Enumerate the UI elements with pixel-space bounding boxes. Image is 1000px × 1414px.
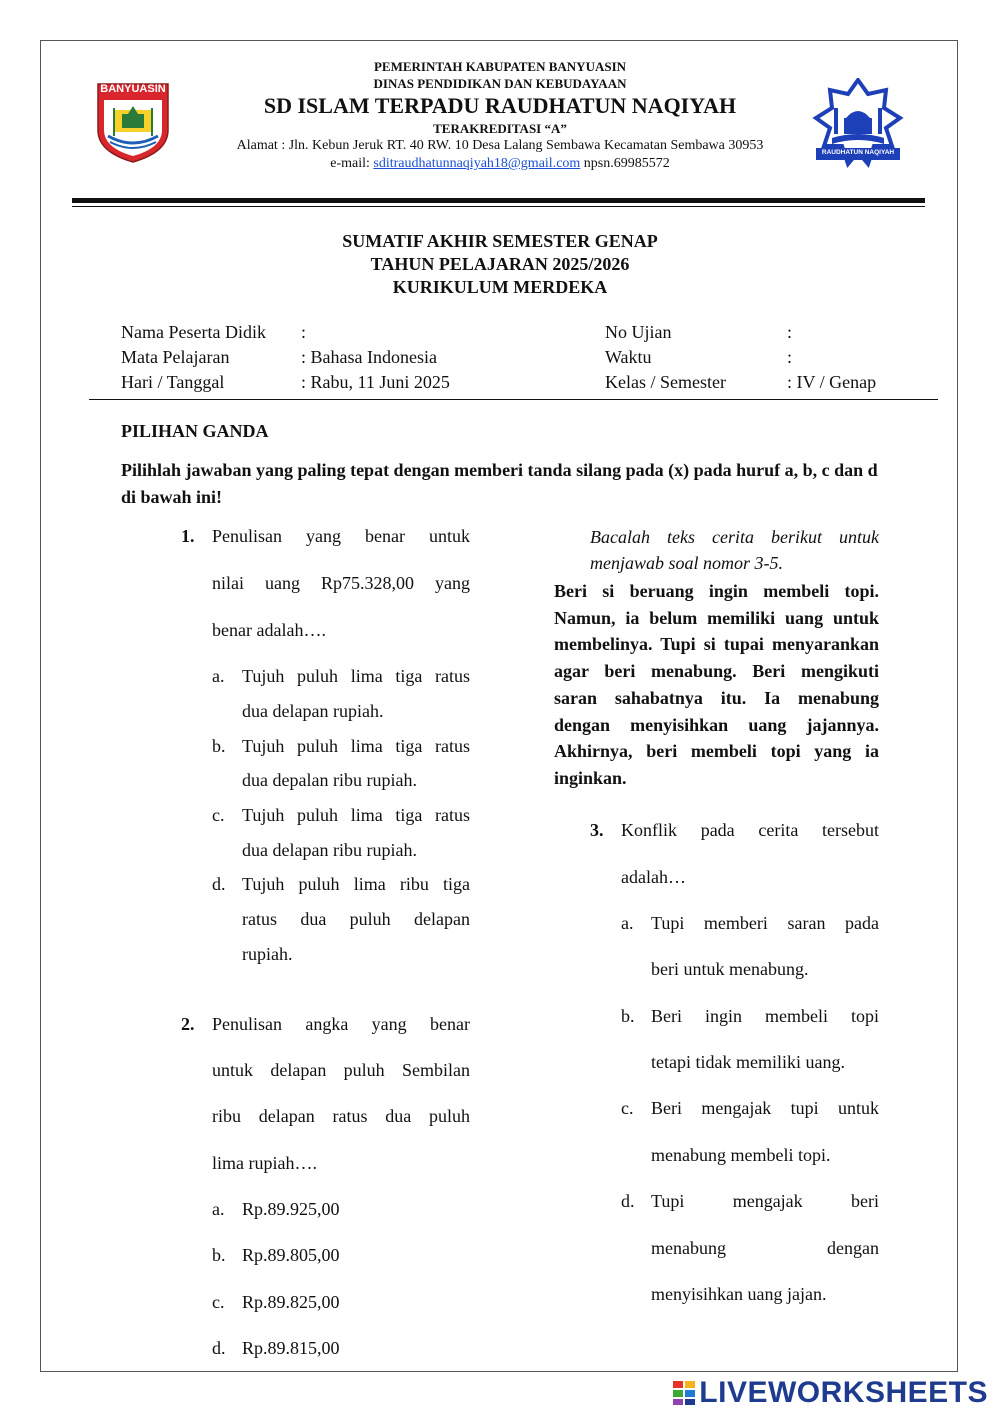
q1-option-a-line-1[interactable]: Tujuh puluh lima tiga ratus <box>242 666 470 686</box>
q3-option-a-line-2[interactable]: beri untuk menabung. <box>651 959 809 979</box>
header-divider-thin <box>72 206 925 207</box>
liveworksheets-text: LIVEWORKSHEETS <box>699 1376 988 1409</box>
q2-option-b[interactable]: Rp.89.805,00 <box>242 1245 340 1265</box>
subject-label: Mata Pelajaran <box>121 347 230 367</box>
email-label: e-mail: <box>330 156 374 171</box>
question-2-line-1: Penulisan angka yang benar <box>212 1014 470 1034</box>
q3-option-d-letter[interactable]: d. <box>621 1191 635 1211</box>
q1-option-a-line-2[interactable]: dua delapan rupiah. <box>242 701 384 721</box>
q3-option-d-line-3[interactable]: menyisihkan uang jajan. <box>651 1284 827 1304</box>
q2-option-c[interactable]: Rp.89.825,00 <box>242 1292 340 1312</box>
school-address: Alamat : Jln. Kebun Jeruk RT. 40 RW. 10 Desa Lalang Sembawa Kecamatan Sembawa 30953 <box>236 138 764 153</box>
question-1-line-2: nilai uang Rp75.328,00 yang <box>212 573 470 593</box>
q1-option-c-letter[interactable]: c. <box>212 805 225 825</box>
email-link[interactable]: sditraudhatunnaqiyah18@gmail.com <box>373 156 581 171</box>
info-divider <box>89 399 938 400</box>
liveworksheets-logo-icon <box>673 1381 695 1405</box>
question-2-line-4: lima rupiah…. <box>212 1153 317 1173</box>
header-department: DINAS PENDIDIKAN DAN KEBUDAYAAN <box>373 76 627 91</box>
q3-option-a-line-1[interactable]: Tupi memberi saran pada <box>651 913 879 933</box>
question-2-number: 2. <box>181 1014 195 1034</box>
q1-option-a-letter[interactable]: a. <box>212 666 225 686</box>
q1-option-b-line-1[interactable]: Tujuh puluh lima tiga ratus <box>242 736 470 756</box>
liveworksheets-watermark <box>673 1376 988 1410</box>
academic-year: TAHUN PELAJARAN 2025/2026 <box>370 254 630 274</box>
q1-option-b-letter[interactable]: b. <box>212 736 226 756</box>
q3-option-c-letter[interactable]: c. <box>621 1098 634 1118</box>
school-name: SD ISLAM TERPADU RAUDHATUN NAQIYAH <box>263 93 737 118</box>
q2-option-d-letter[interactable]: d. <box>212 1338 226 1358</box>
q1-option-d-line-3[interactable]: rupiah. <box>242 944 293 964</box>
question-1-number: 1. <box>181 526 195 546</box>
q3-option-b-line-1[interactable]: Beri ingin membeli topi <box>651 1006 879 1026</box>
q1-option-d-line-2[interactable]: ratus dua puluh delapan <box>242 909 470 929</box>
student-name-value[interactable]: : <box>301 322 307 342</box>
q2-option-a[interactable]: Rp.89.925,00 <box>242 1199 340 1219</box>
class-semester-value: : IV / Genap <box>787 372 877 392</box>
question-3-number: 3. <box>590 820 604 840</box>
reading-passage: Beri si beruang ingin membeli topi. Namun, ia belum memiliki uang untuk membelinya. Tupi si tupai menyarankan agar beri menabung. Beri mengikuti saran sahabatnya itu. Ia menabung dengan menyisihkan uang jajannya. Akhirnya, beri membeli topi yang ia inginkan. <box>554 581 879 788</box>
question-2-line-3: ribu delapan ratus dua puluh <box>212 1106 470 1126</box>
q1-option-c-line-1[interactable]: Tujuh puluh lima tiga ratus <box>242 805 470 825</box>
curriculum: KURIKULUM MERDEKA <box>392 277 608 297</box>
header-divider-thick <box>72 198 925 203</box>
q2-option-b-letter[interactable]: b. <box>212 1245 226 1265</box>
question-2-line-2: untuk delapan puluh Sembilan <box>212 1060 470 1080</box>
q1-option-b-line-2[interactable]: dua depalan ribu rupiah. <box>242 770 417 790</box>
q1-option-d-letter[interactable]: d. <box>212 874 226 894</box>
banyuasin-logo-text: BANYUASIN <box>100 83 166 95</box>
exam-title: SUMATIF AKHIR SEMESTER GENAP <box>342 231 658 251</box>
date-value: : Rabu, 11 Juni 2025 <box>301 372 450 392</box>
q3-option-b-letter[interactable]: b. <box>621 1006 635 1026</box>
time-value: : <box>787 347 793 367</box>
accreditation: TERAKREDITASI “A” <box>433 121 567 136</box>
q2-option-d[interactable]: Rp.89.815,00 <box>242 1338 340 1358</box>
student-name-label: Nama Peserta Didik <box>121 322 266 342</box>
class-semester-label: Kelas / Semester <box>605 372 726 392</box>
passage-intro-line-1: Bacalah teks cerita berikut untuk <box>590 527 879 547</box>
q3-option-b-line-2[interactable]: tetapi tidak memiliki uang. <box>651 1052 845 1072</box>
question-1-line-3: benar adalah…. <box>212 620 326 640</box>
subject-value: : Bahasa Indonesia <box>301 347 437 367</box>
q3-option-d-line-1[interactable]: Tupi mengajak beri <box>651 1191 879 1211</box>
date-label: Hari / Tanggal <box>121 372 225 392</box>
npsn: npsn.69985572 <box>580 156 670 171</box>
contact-line <box>0 156 1000 172</box>
school-logo-text: RAUDHATUN NAQIYAH <box>821 149 895 156</box>
q1-option-d-line-1[interactable]: Tujuh puluh lima ribu tiga <box>242 874 470 894</box>
q2-option-c-letter[interactable]: c. <box>212 1292 225 1312</box>
exam-number-value[interactable]: : <box>787 322 793 342</box>
q3-option-a-letter[interactable]: a. <box>621 913 634 933</box>
header-government: PEMERINTAH KABUPATEN BANYUASIN <box>373 59 627 74</box>
exam-number-label: No Ujian <box>605 322 672 342</box>
section-title: PILIHAN GANDA <box>121 421 269 441</box>
q3-option-c-line-2[interactable]: menabung membeli topi. <box>651 1145 831 1165</box>
question-3-line-2: adalah… <box>621 867 686 887</box>
q3-option-c-line-1[interactable]: Beri mengajak tupi untuk <box>651 1098 879 1118</box>
q2-option-a-letter[interactable]: a. <box>212 1199 225 1219</box>
question-1-line-1: Penulisan yang benar untuk <box>212 526 470 546</box>
q1-option-c-line-2[interactable]: dua delapan ribu rupiah. <box>242 840 417 860</box>
question-3-line-1: Konflik pada cerita tersebut <box>621 820 879 840</box>
time-label: Waktu <box>605 347 652 367</box>
instructions: Pilihlah jawaban yang paling tepat dengan memberi tanda silang pada (x) pada huruf a, b, c dan d di bawah ini! <box>121 460 878 507</box>
passage-intro-line-2: menjawab soal nomor 3-5. <box>590 553 783 573</box>
q3-option-d-line-2[interactable]: menabung dengan <box>651 1238 879 1258</box>
